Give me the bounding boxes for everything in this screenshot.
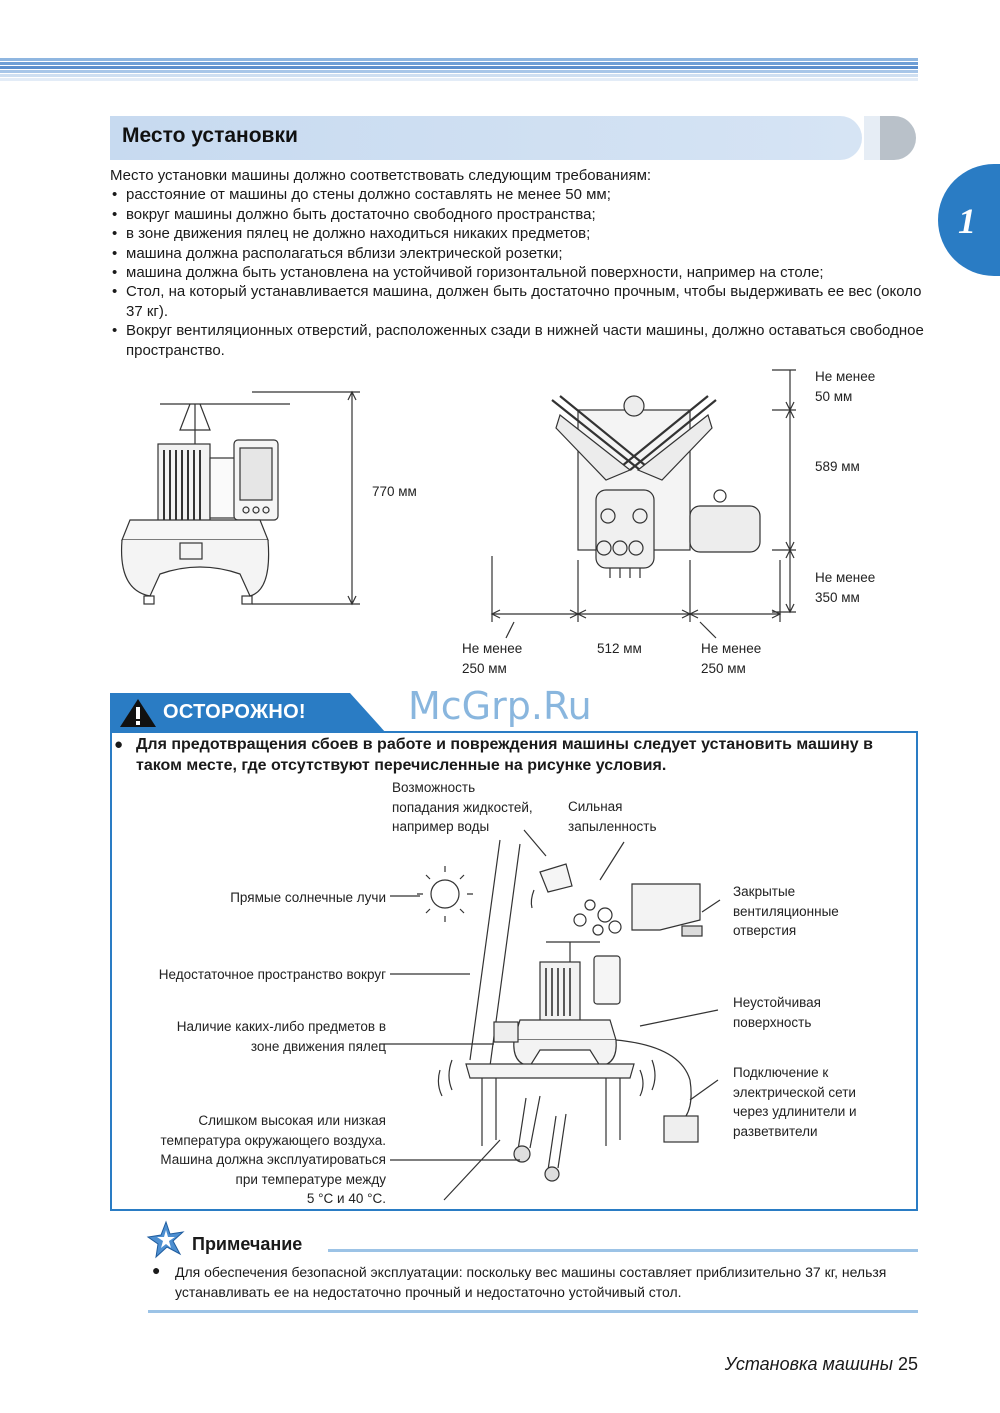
list-item: • машина должна располагаться вблизи электрической розетки; — [110, 244, 930, 263]
label-line: 350 мм — [815, 589, 860, 605]
note-sparkle-icon — [146, 1220, 186, 1260]
hazard-label-sun: Прямые солнечные лучи — [230, 890, 386, 905]
footer-section: Установка машины — [724, 1354, 893, 1374]
caution-bullet: ● — [114, 736, 124, 753]
page-footer — [725, 1354, 918, 1375]
list-item: • Стол, на который устанавливается машина, должен быть достаточно прочным, чтобы выдерживать ее вес (около 37 кг). — [110, 282, 930, 321]
label-line: запыленность — [568, 818, 657, 834]
hazard-label-dust — [568, 797, 656, 836]
label-line: 250 мм — [462, 660, 507, 676]
label-line: разветвители — [733, 1123, 818, 1139]
depth-label: 589 мм — [815, 459, 860, 474]
note-text: Для обеспечения безопасной эксплуатации: поскольку вес машины составляет приблизительно 37 кг, нельзя устанавливать ее на недостаточно прочный и недостаточно устойчивый стол. — [175, 1264, 887, 1300]
height-label: 770 мм — [372, 484, 417, 499]
hazard-label-vents — [733, 882, 839, 941]
label-line: через удлинители и — [733, 1104, 857, 1119]
label-line: Сильная — [568, 799, 623, 814]
caution-title: ОСТОРОЖНО! — [163, 701, 306, 723]
label-line: Не менее — [815, 570, 876, 585]
hazard-label-power — [733, 1063, 857, 1141]
label-line: Слишком высокая или низкая — [198, 1113, 386, 1128]
label-line: Не менее — [462, 641, 523, 656]
warning-icon — [118, 697, 158, 729]
label-line: 250 мм — [701, 660, 746, 676]
label-line: электрической сети — [733, 1084, 856, 1100]
list-item: • Вокруг вентиляционных отверстий, расположенных сзади в нижней части машины, должно оставаться свободное пространство. — [110, 321, 930, 360]
page-number: 25 — [897, 1354, 918, 1374]
label-line: 50 мм — [815, 388, 853, 404]
chapter-number: 1 — [958, 201, 976, 241]
back-clearance-label — [815, 568, 875, 607]
label-line: Возможность — [392, 780, 476, 795]
label-line: температура окружающего воздуха. — [160, 1132, 386, 1148]
left-clearance-label — [462, 639, 522, 678]
label-line: Неустойчивая — [733, 995, 821, 1010]
label-line: отверстия — [733, 923, 797, 938]
label-line: например воды — [392, 819, 490, 834]
list-item: • машина должна быть установлена на устойчивой горизонтальной поверхности, например на столе; — [110, 263, 930, 282]
watermark: McGrp.Ru — [408, 684, 592, 728]
label-line: вентиляционные — [733, 903, 839, 919]
note-divider — [328, 1249, 918, 1252]
label-line: при температуре между — [235, 1171, 386, 1187]
section-title: Место установки — [122, 124, 298, 147]
machine-front-illustration — [122, 404, 290, 604]
label-line: 5 °C и 40 °C. — [306, 1191, 386, 1206]
note-title: Примечание — [192, 1234, 303, 1254]
label-line: Машина должна эксплуатироваться — [160, 1152, 386, 1167]
list-item: • расстояние от машины до стены должно составлять не менее 50 мм; — [110, 185, 930, 204]
note-bullet: ● — [152, 1262, 161, 1278]
label-line: попадания жидкостей, — [392, 799, 533, 815]
hazard-label-objects — [130, 1017, 386, 1056]
caution-main-text: Для предотвращения сбоев в работе и повреждения машины следует установить машину в таком месте, где отсутствуют перечисленные на рисунке условия. — [136, 736, 873, 774]
label-line: Не менее — [701, 641, 762, 656]
label-line: поверхность — [733, 1014, 812, 1030]
list-item: • вокруг машины должно быть достаточно свободного пространства; — [110, 205, 930, 224]
label-line: Подключение к — [733, 1065, 829, 1080]
hazard-label-liquid — [392, 778, 533, 837]
label-line: Наличие каких-либо предметов в — [176, 1019, 386, 1034]
label-line: Не менее — [815, 369, 876, 384]
hazard-label-temperature — [114, 1111, 386, 1209]
note-divider — [148, 1310, 918, 1313]
intro-lead: Место установки машины должно соответствовать следующим требованиям: — [110, 167, 652, 184]
hazard-label-space: Недостаточное пространство вокруг — [158, 967, 386, 982]
width-label: 512 мм — [597, 641, 642, 656]
right-clearance-label — [701, 639, 761, 678]
top-clearance-label — [815, 367, 875, 406]
label-line: зоне движения пялец — [250, 1038, 386, 1054]
hazard-label-unstable — [733, 993, 821, 1032]
machine-top-illustration — [552, 396, 760, 578]
label-line: Закрытые — [733, 884, 796, 899]
list-item: • в зоне движения пялец не должно находиться никаких предметов; — [110, 224, 930, 243]
